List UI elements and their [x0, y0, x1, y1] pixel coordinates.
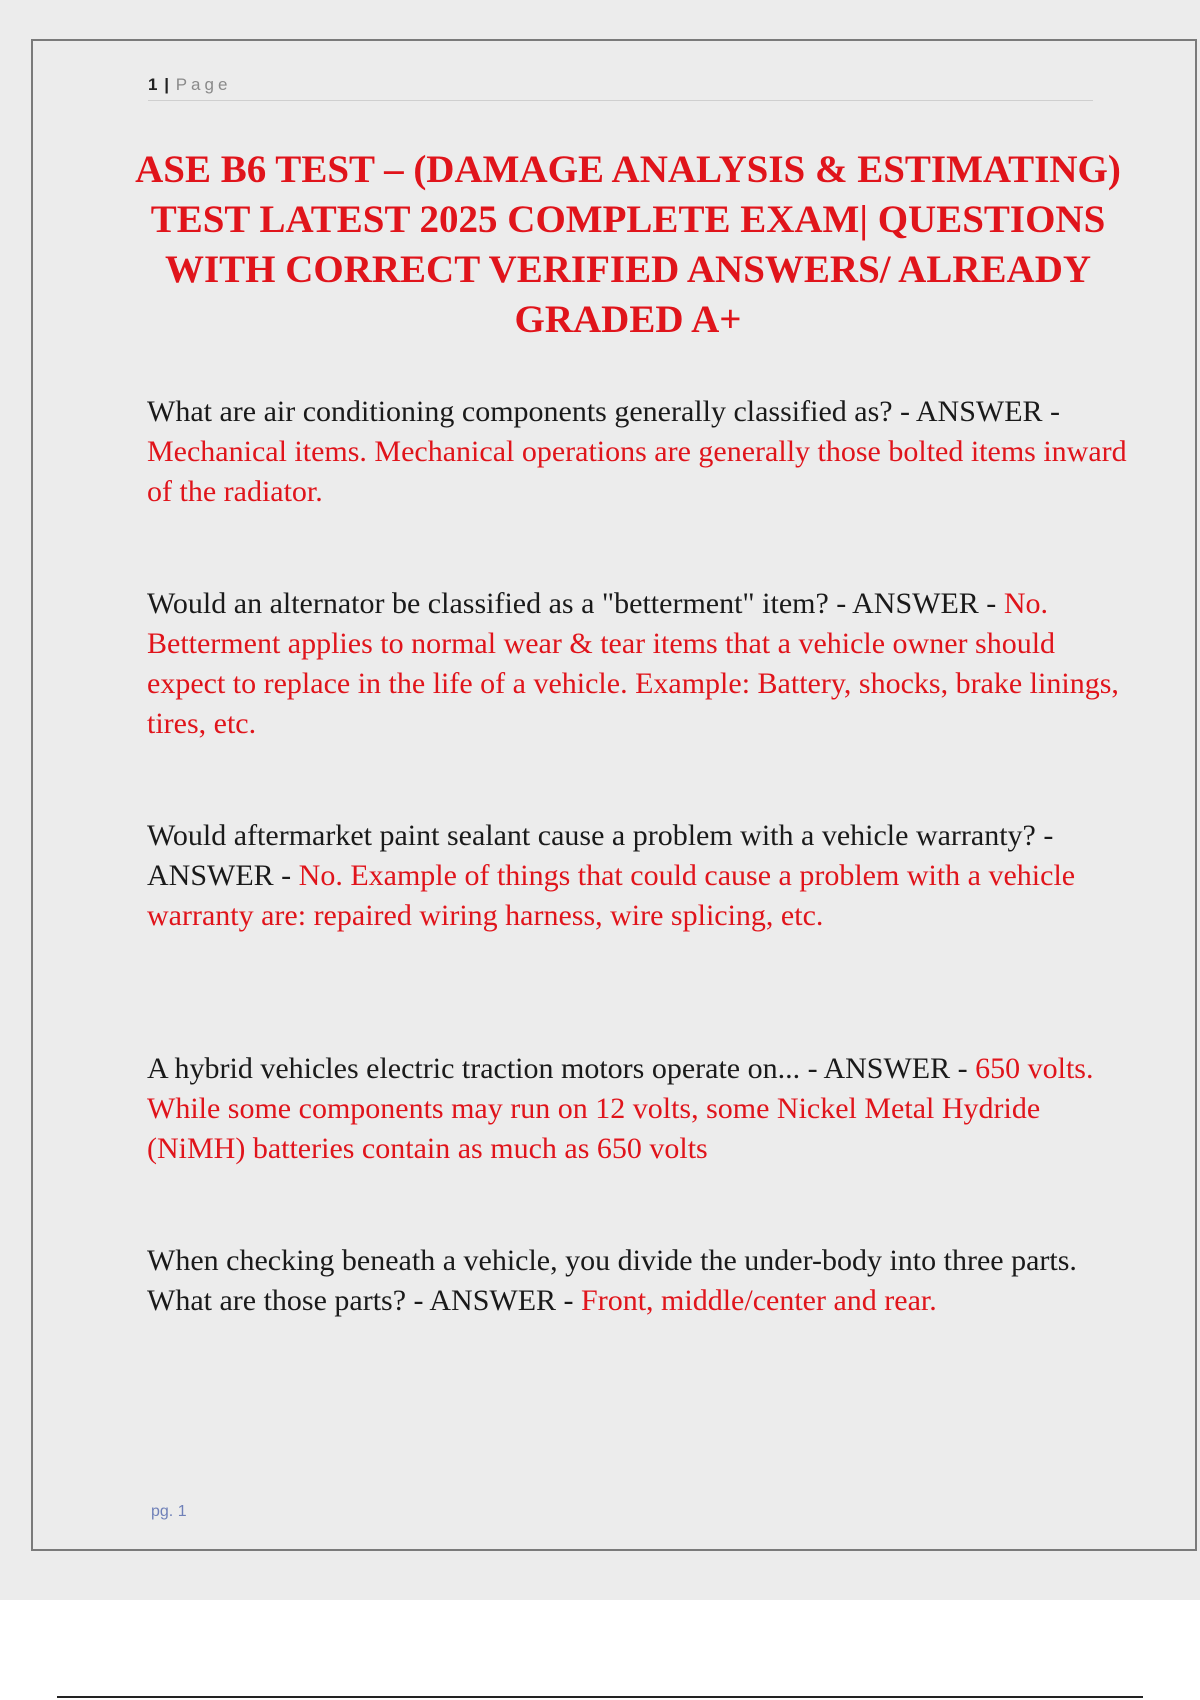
answer-text: 650 volts. While some components may run on 12 volts, some Nickel Metal Hydride (NiMH) batteries contain as much as 650 volts — [147, 1052, 1094, 1165]
question-text: Would aftermarket paint sealant cause a problem with a vehicle warranty? - ANSWER - — [147, 819, 1054, 892]
header-separator: | — [164, 75, 169, 94]
header-page-number: 1 — [148, 75, 158, 94]
page-header — [148, 74, 1093, 101]
question-text: When checking beneath a vehicle, you divide the under-body into three parts. What are those parts? - ANSWER - — [147, 1244, 1077, 1317]
question-text: What are air conditioning components generally classified as? - ANSWER - — [147, 395, 1061, 428]
answer-text: Front, middle/center and rear. — [581, 1284, 937, 1317]
qa-item-4 — [147, 1049, 1132, 1169]
qa-item-2 — [147, 584, 1132, 744]
answer-text: No. Betterment applies to normal wear & tear items that a vehicle owner should expect to replace in the life of a vehicle. Example: Battery, shocks, brake linings, tires, etc. — [147, 587, 1119, 740]
header-page-label: Page — [175, 75, 232, 94]
document-page[interactable] — [31, 39, 1197, 1551]
question-text: Would an alternator be classified as a "betterment" item? - ANSWER - — [147, 587, 1004, 620]
answer-text: No. Example of things that could cause a problem with a vehicle warranty are: repaired wiring harness, wire splicing, etc. — [147, 859, 1076, 932]
qa-item-5 — [147, 1241, 1132, 1321]
bottom-divider — [57, 1696, 1143, 1698]
question-text: A hybrid vehicles electric traction motors operate on... - ANSWER - — [147, 1052, 976, 1085]
qa-item-3 — [147, 816, 1132, 936]
document-title: ASE B6 TEST – (DAMAGE ANALYSIS & ESTIMATING) TEST LATEST 2025 COMPLETE EXAM| QUESTIONS WITH CORRECT VERIFIED ANSWERS/ ALREADY GRADED A+ — [135, 148, 1121, 341]
qa-item-1 — [147, 392, 1132, 512]
page-footer: pg. 1 — [151, 1503, 187, 1520]
answer-text: Mechanical items. Mechanical operations are generally those bolted items inward of the radiator. — [147, 435, 1127, 508]
